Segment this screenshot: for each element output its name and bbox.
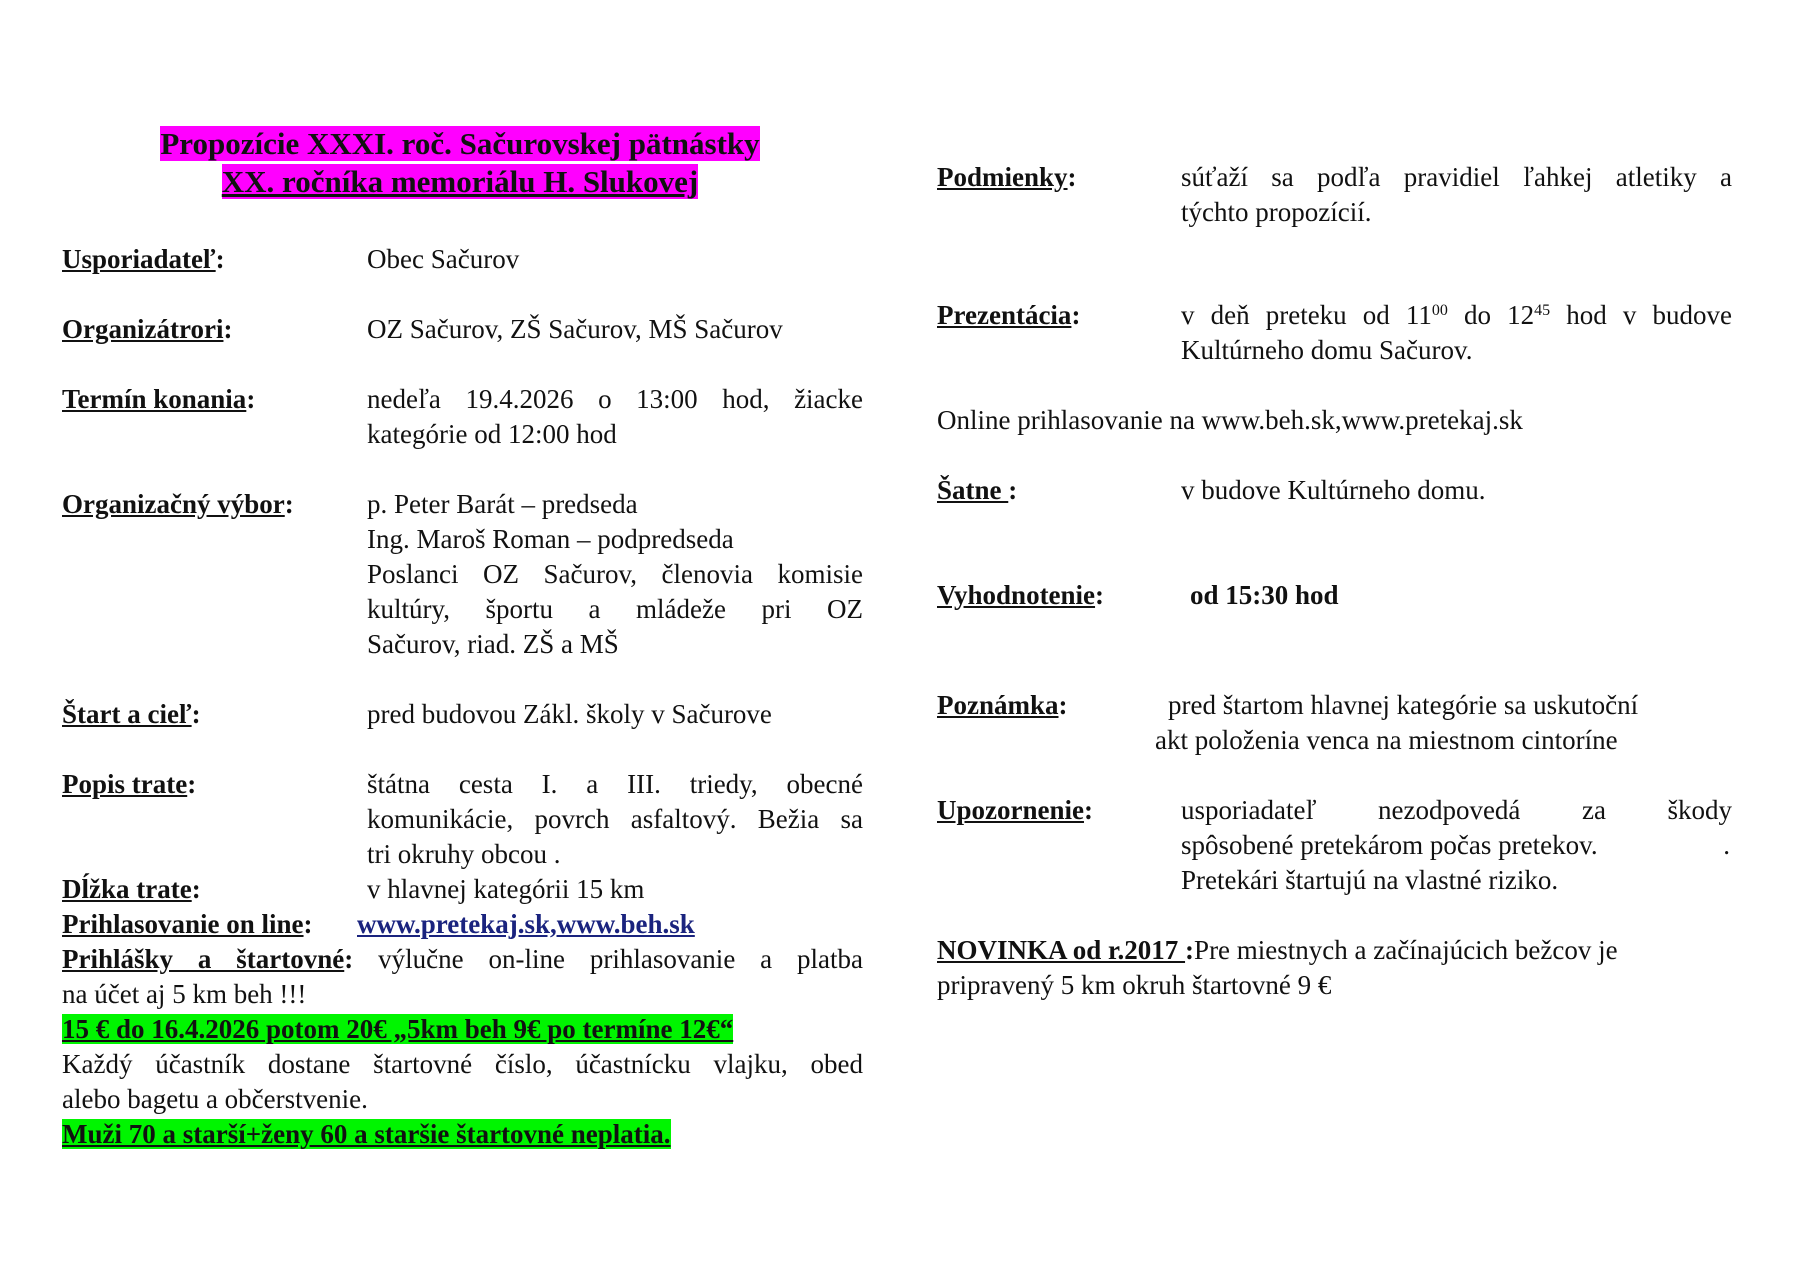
poznamka-line-2: akt položenia venca na miestnom cintoríne	[1155, 725, 1618, 755]
organizatori-value: OZ Sačurov, ZŠ Sačurov, MŠ Sačurov	[367, 314, 783, 344]
online-link[interactable]: www.pretekaj.sk,www.beh.sk	[357, 909, 695, 939]
start-value: pred budovou Zákl. školy v Sačurove	[367, 699, 772, 729]
muzi-highlight: Muži 70 a starší+ženy 60 a staršie štartovné neplatia.	[62, 1119, 671, 1149]
podmienky-value: súťaží sa podľa pravidiel ľahkej atletiky a týchto propozícií.	[1181, 162, 1732, 227]
usporiadatel-value: Obec Sačurov	[367, 244, 520, 274]
dlzka-label: Dĺžka trate:	[62, 874, 201, 904]
upozornenie-label: Upozornenie:	[937, 795, 1093, 825]
fees-highlight: 15 € do 16.4.2026 potom 20€ „5km beh 9€ po termíne 12€“	[62, 1014, 734, 1044]
prezentacia-label: Prezentácia:	[937, 300, 1081, 330]
vyhodnotenie-label: Vyhodnotenie:	[937, 580, 1105, 610]
prezentacia-value: v deň preteku od $11^{00}$ do $12^{45}$ hod v budove Kultúrneho domu Sačurov.	[1181, 300, 1733, 365]
novinka-label: NOVINKA od r.2017 :	[937, 935, 1195, 965]
popis-label: Popis trate:	[62, 769, 197, 799]
title-line-2: XX. ročníka memoriálu H. Slukovej	[221, 164, 699, 199]
novinka-block: NOVINKA od r.2017 :Pre miestnych a začínajúcich bežcov je pripravený 5 km okruh štartovné 9 €	[937, 935, 1618, 1000]
online-label: Prihlasovanie on line:	[62, 909, 313, 939]
poznamka-line-1: pred štartom hlavnej kategórie sa uskutoční	[1168, 690, 1639, 720]
satne-label: Šatne :	[937, 475, 1018, 505]
podmienky-label: Podmienky:	[937, 162, 1077, 192]
termin-value: nedeľa 19.4.2026 o 13:00 hod, žiacke kategórie od 12:00 hod	[367, 384, 863, 449]
title-line-1: Propozície XXXI. roč. Sačurovskej pätnástky	[160, 126, 760, 161]
vybor-label: Organizačný výbor:	[62, 489, 294, 519]
satne-value: v budove Kultúrneho domu.	[1181, 475, 1486, 505]
usporiadatel-label: Usporiadateľ:	[62, 244, 225, 274]
vybor-value: p. Peter Barát – predseda Ing. Maroš Roman – podpredseda Poslanci OZ Sačurov, členovia komisie kultúry, športu a mládeže pri OZ Sačurov, riad. ZŠ a MŠ	[367, 489, 863, 659]
poznamka-label: Poznámka:	[937, 690, 1068, 720]
kazdy-text: Každý účastník dostane štartovné číslo, účastnícku vlajku, obed alebo bagetu a občerstvenie.	[62, 1049, 863, 1114]
popis-value: štátna cesta I. a III. triedy, obecné komunikácie, povrch asfaltový. Bežia sa tri okruhy obcou .	[367, 769, 863, 869]
upozornenie-value: usporiadateľ nezodpovedá za škody spôsobené pretekárom počas pretekov. . Pretekári štartujú na vlastné riziko.	[1181, 795, 1732, 895]
prihlasky-block: Prihlášky a štartovné: výlučne on-line prihlasovanie a platba na účet aj 5 km beh !!!	[62, 944, 864, 1009]
prihlasky-label: Prihlášky a štartovné:	[62, 944, 354, 974]
start-label: Štart a cieľ:	[62, 699, 201, 729]
vyhodnotenie-value: od 15:30 hod	[1190, 580, 1339, 610]
organizatori-label: Organizátrori:	[62, 314, 233, 344]
online-text: Online prihlasovanie na www.beh.sk,www.pretekaj.sk	[937, 405, 1523, 435]
dlzka-value: v hlavnej kategórii 15 km	[367, 874, 645, 904]
termin-label: Termín konania:	[62, 384, 256, 414]
